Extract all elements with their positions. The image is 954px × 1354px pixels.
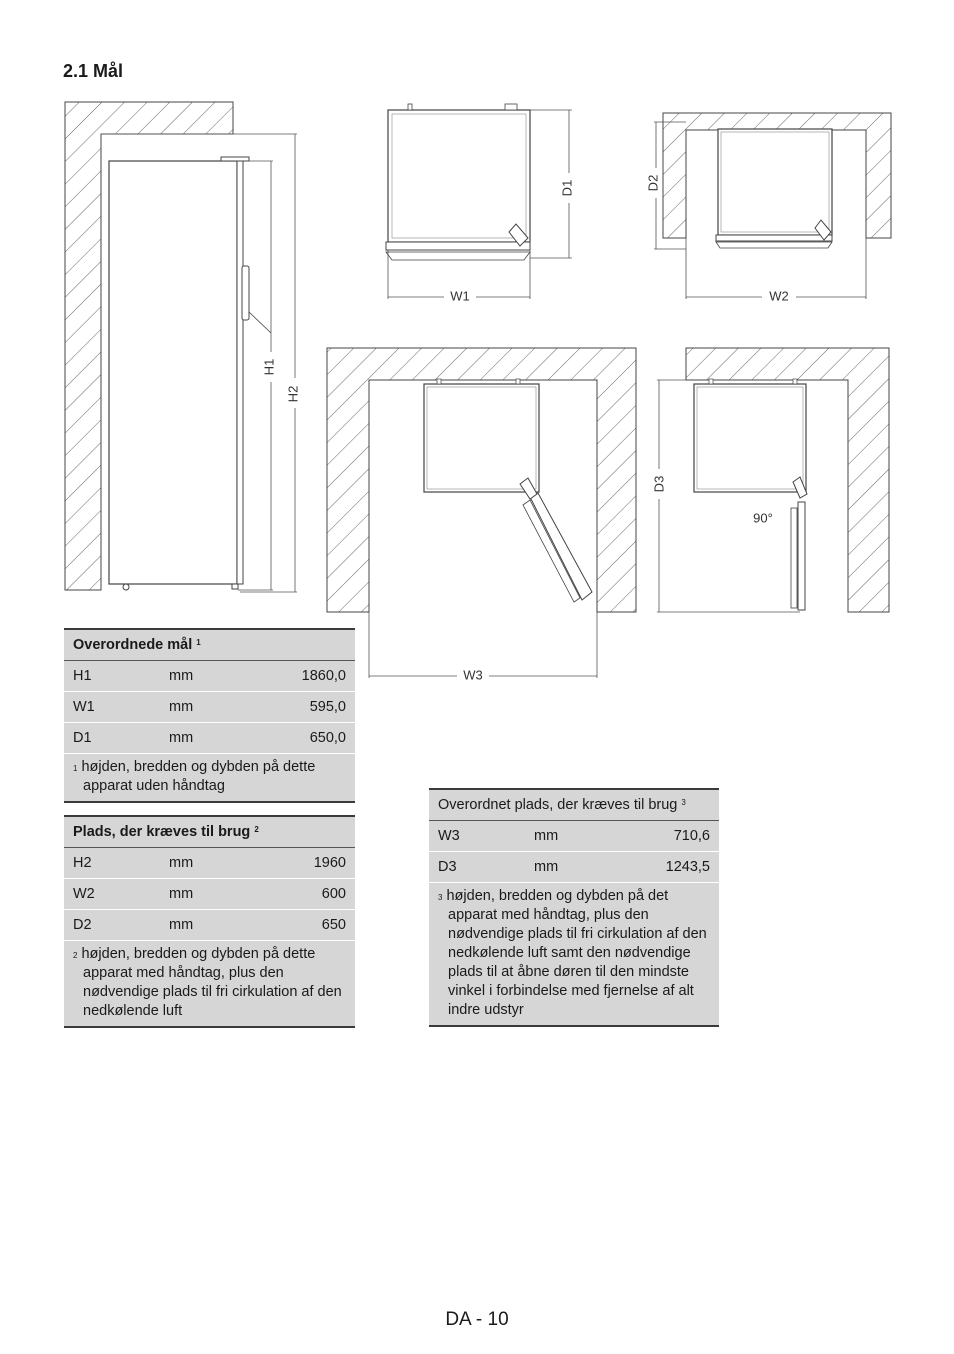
top-view-w1-d1 <box>386 104 574 303</box>
table-row: D2 mm 650 <box>64 910 355 941</box>
table-footnote: $^2$ højden, bredden og dybden på dette apparat med håndtag, plus den nødvendige plads til fri cirkulation af den nedkølende luft <box>64 941 355 1028</box>
section-title: 2.1 Mål <box>63 61 124 81</box>
fridge-handle-side <box>242 266 249 320</box>
table-row: D3 mm 1243,5 <box>429 852 719 883</box>
fridge-top-view-3 <box>424 384 539 492</box>
dim-label-h1: H1 <box>261 358 277 376</box>
dim-label-w2: W2 <box>769 288 789 304</box>
fridge-door-side <box>237 161 243 584</box>
fridge-door-open-90 <box>798 502 805 610</box>
dim-label-d2: D2 <box>645 174 661 192</box>
dim-label-w3: W3 <box>463 667 483 683</box>
table-title: Overordnede mål $^1$ <box>64 629 355 661</box>
dim-label-d1: D1 <box>559 179 575 197</box>
table-row: W1 mm 595,0 <box>64 692 355 723</box>
fridge-body-side <box>109 161 237 584</box>
total-space-table <box>429 788 719 1027</box>
dim-label-d3: D3 <box>651 475 667 493</box>
table-row: H1 mm 1860,0 <box>64 661 355 692</box>
overall-dimensions-table <box>64 628 355 803</box>
fridge-door-open-1 <box>530 493 592 600</box>
top-view-d3 <box>651 348 889 612</box>
page-number: DA - 10 <box>445 1309 509 1330</box>
fridge-top-hinge <box>221 157 249 161</box>
fridge-top-view-1 <box>388 110 530 242</box>
dim-label-w1: W1 <box>450 288 470 304</box>
table-row: W3 mm 710,6 <box>429 821 719 852</box>
table-row: H2 mm 1960 <box>64 848 355 879</box>
fridge-door-top-2 <box>716 235 832 241</box>
side-view <box>65 102 300 592</box>
table-row: W2 mm 600 <box>64 879 355 910</box>
angle-label: 90° <box>753 510 773 526</box>
table-title: Overordnet plads, der kræves til brug $^3$ <box>429 789 719 821</box>
dim-label-h2: H2 <box>285 385 301 403</box>
table-title: Plads, der kræves til brug $^2$ <box>64 816 355 848</box>
fridge-top-view-2 <box>718 129 832 235</box>
top-view-w3 <box>327 348 636 682</box>
table-footnote: $^1$ højden, bredden og dybden på dette apparat uden håndtag <box>64 754 355 803</box>
fridge-top-view-4 <box>694 384 806 492</box>
fridge-door-top-1 <box>386 242 530 250</box>
table-footnote: $^3$ højden, bredden og dybden på det apparat med håndtag, plus den nødvendige plads til fri cirkulation af den nedkølende luft samt den nødvendige plads til at åbne døren til den mindste vinkel i forbindelse med fjernelse af alt indre udstyr <box>429 883 719 1027</box>
top-view-w2-d2 <box>645 113 891 303</box>
space-required-table <box>64 815 355 1028</box>
table-row: D1 mm 650,0 <box>64 723 355 754</box>
